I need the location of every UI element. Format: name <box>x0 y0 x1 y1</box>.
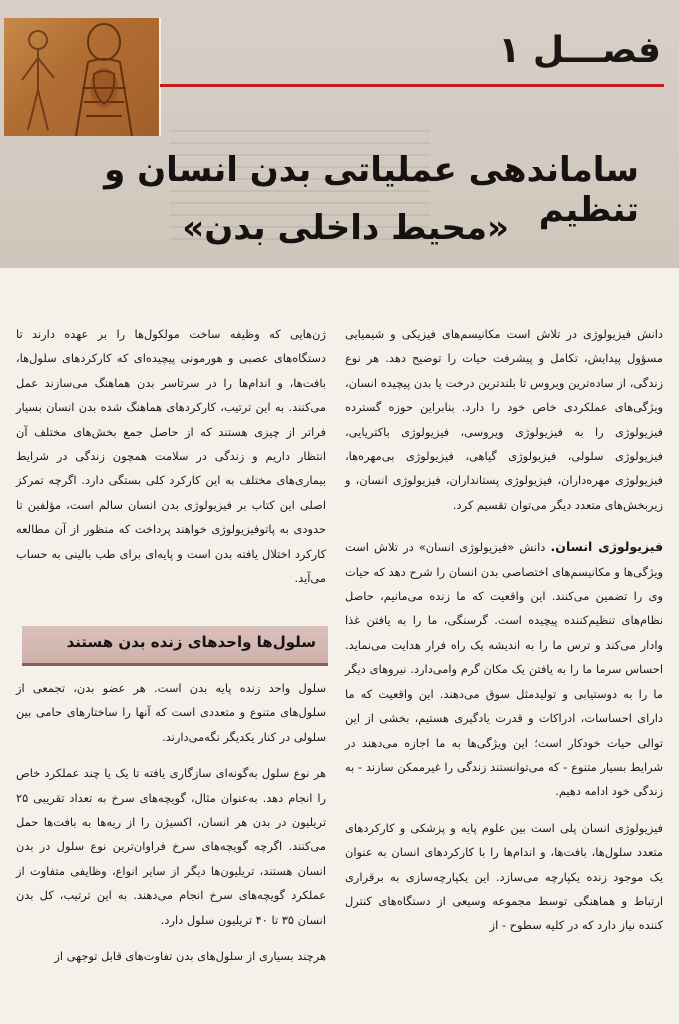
chapter-label: فصـــل ۱ <box>498 30 661 71</box>
paragraph: دانش فیزیولوژی در تلاش است مکانیسم‌های فیزیکی و شیمیایی مسؤول پیدایش، تکامل و پیشرفت حیات را توضیح دهد. هر نوع زندگی، از ساده‌ترین ویروس تا بلندترین درخت یا بدن پیچیده انسان، ویژگی‌های عملکردی خاص خود را دارد. بنابراین حوزه گسترده فیزیولوژی را به فیزیولوژی ویروسی، فیزیولوژی باکتریایی، فیزیولوژی سلولی، فیزیولوژی گیاهی، فیزیولوژی بی‌مهره‌ها، فیزیولوژی مهره‌داران، فیزیولوژی پستانداران، فیزیولوژی انسان، و زیربخش‌های متعدد دیگر می‌توان تقسیم کرد. <box>345 327 663 512</box>
section-heading: سلول‌ها واحدهای زنده بدن هستند <box>22 626 328 666</box>
paragraph: هر نوع سلول به‌گونه‌ای سازگاری یافته تا یک یا چند عملکرد خاص را انجام دهد. به‌عنوان مثال، گویچه‌های سرخ به تعداد تقریبی ۲۵ تریلیون در بدن هر انسان، اکسیژن را از ریه‌ها به بافت‌ها حمل می‌کنند. اگرچه گویچه‌های سرخ فراوان‌ترین نوع سلول در بدن انسان هستند، تریلیون‌ها دیگر از سایر انواع، وظایفی متفاوت از عملکرد گویچه‌های سرخ انجام می‌دهند. به این ترتیب، کل بدن انسان ۳۵ تا ۴۰ تریلیون سلول دارد. <box>16 766 326 927</box>
paragraph: هرچند بسیاری از سلول‌های بدن تفاوت‌های قابل توجهی از <box>54 949 326 964</box>
paragraph: فیزیولوژی انسان پلی است بین علوم پایه و پزشکی و کارکردهای متعدد سلول‌ها، بافت‌ها، و اندام‌ها را با کارکردهای انسان به عنوان یک موجود زنده یکپارچه می‌سازد. این یکپارچه‌سازی به برقراری ارتباط و هماهنگی توسط مجموعه وسیعی از دستگاه‌های کنترل کننده نیاز دارد که در کلیه سطوح - از <box>345 820 663 933</box>
left-column <box>16 322 326 590</box>
anatomy-illustration-icon <box>4 18 161 136</box>
chapter-subtitle: «محیط داخلی بدن» <box>182 208 509 248</box>
subheading: فیزیولوژی انسان. <box>550 539 664 555</box>
paragraph: ژن‌هایی که وظیفه ساخت مولکول‌ها را بر عهده دارند تا دستگاه‌های عصبی و هورمونی پیچیده‌ای که کارکردهای سلول‌ها، بافت‌ها، و اندام‌ها را در سرتاسر بدن هماهنگ می‌سازند عمل می‌کنند. به این ترتیب، کارکردهای هماهنگ شده بدن انسان بسیار فراتر از چیزی هستند که از حاصل جمع بخش‌های مختلف آن انتظار داریم و زندگی در سلامت همچون زندگی در شرایط بیماری‌های مختلف به این کارکرد کلی بستگی دارد. اگرچه تمرکز اصلی این کتاب بر فیزیولوژی بدن انسان سالم است، مؤلفین تا حدودی به پاتوفیزیولوژی خواهند پرداخت که منظور از آن مطالعه کارکرد اختلال یافته بدن است و پایه‌ای برای طب بالینی به حساب می‌آید. <box>16 327 326 586</box>
left-column-continued <box>16 676 326 968</box>
chapter-rule <box>160 84 664 87</box>
paragraph-text: دانش «فیزیولوژی انسان» در تلاش است ویژگی‌ها و مکانیسم‌های اختصاصی بدن انسان را شرح دهد که حیات وی را تضمین می‌کنند. این واقعیت که ما زنده می‌مانیم، حاصل نظام‌های تنظیم‌کننده پیچیده است. گرسنگی، ما را به یافتن غذا وادار می‌کند و ترس ما را به اندیشه یک راه فرار هدایت می‌نماید. احساس سرما ما را به یافتن یک مکان گرم وامی‌دارد. نیروهای دیگر ما را به دوستیابی و تولیدمثل سوق می‌دهند. این واقعیت که ما دارای احساسات، ادراکات و قدرت یادگیری هستیم، بخشی از این توالی حیات خودکار است؛ این ویژگی‌ها به ما اجازه می‌دهند در شرایط بسیار متنوع - که می‌توانستند زندگی را غیرممکن سازند - به زندگی خود ادامه دهیم. <box>345 540 663 799</box>
chapter-title: ساماندهی عملیاتی بدن انسان و تنظیم <box>104 150 639 230</box>
right-column <box>345 322 663 938</box>
paragraph: سلول واحد زنده پایه بدن است. هر عضو بدن، تجمعی از سلول‌های متنوع و متعددی است که آنها را ساختارهای حامی بین سلولی در کنار یکدیگر نگه‌می‌دارند. <box>16 681 326 744</box>
paragraph <box>345 535 663 803</box>
chapter-header <box>0 0 679 268</box>
